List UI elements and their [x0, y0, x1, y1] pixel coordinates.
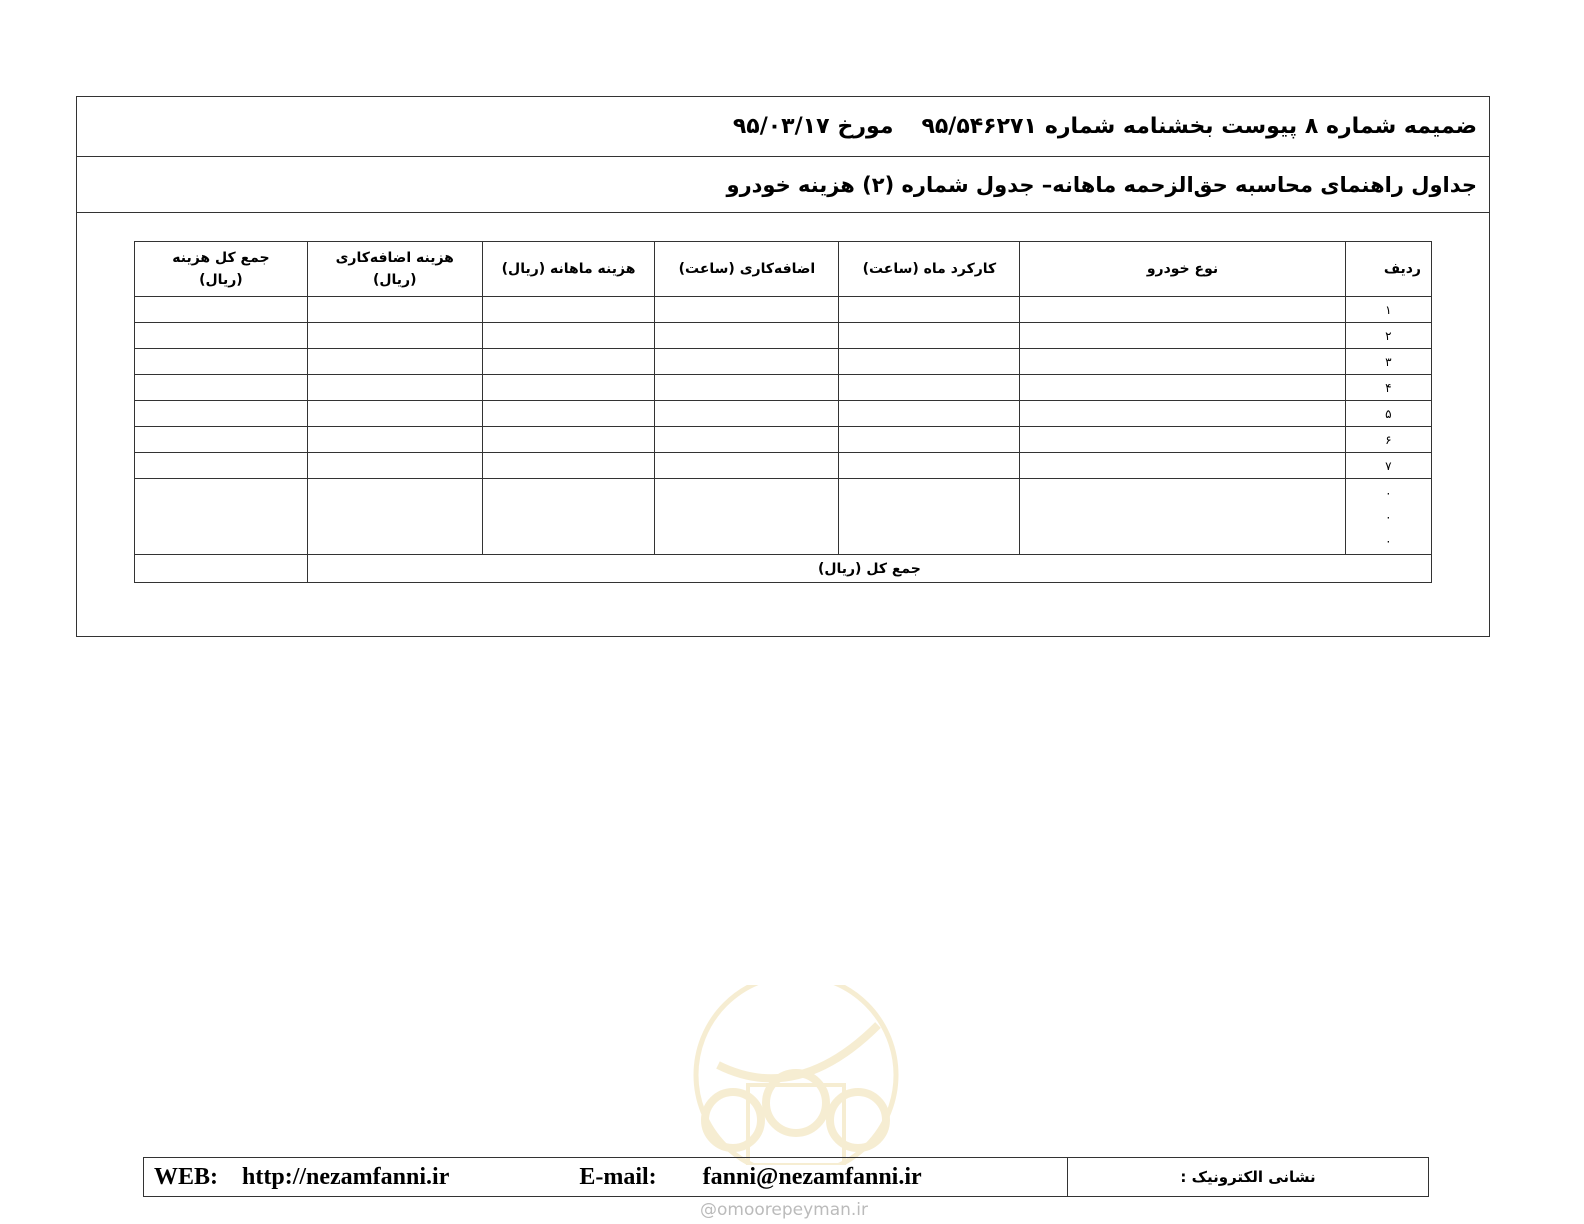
dot: ۰	[1385, 509, 1392, 524]
cell	[839, 375, 1020, 401]
cell	[1020, 323, 1345, 349]
table-row	[135, 427, 1432, 453]
cell	[135, 297, 308, 323]
footer-address	[1068, 1158, 1428, 1196]
table-title: جداول راهنمای محاسبه حق‌الزحمه ماهانه– جدول شماره (۲) هزینه خودرو	[726, 172, 1477, 197]
cell	[655, 323, 839, 349]
col-monthly-cost: هزینه ماهانه (ریال)	[482, 242, 655, 297]
cell	[307, 453, 482, 479]
table-row	[135, 375, 1432, 401]
web-url-link[interactable]: http://nezamfanni.ir	[242, 1163, 450, 1190]
email-link[interactable]: fanni@nezamfanni.ir	[702, 1163, 922, 1190]
row-number: ۷	[1345, 453, 1431, 479]
email-label: E-mail:	[579, 1163, 657, 1190]
cell	[839, 453, 1020, 479]
cell	[655, 349, 839, 375]
col-overtime-cost	[307, 242, 482, 297]
table-header-row	[135, 242, 1432, 297]
cell	[135, 453, 308, 479]
header-line-1	[77, 97, 1489, 157]
col-overtime-cost-line2: (ریال)	[372, 272, 417, 288]
col-total-cost	[135, 242, 308, 297]
cell	[135, 375, 308, 401]
row-number: ۳	[1345, 349, 1431, 375]
cell	[307, 401, 482, 427]
footer-contact	[144, 1158, 1068, 1196]
cell	[655, 297, 839, 323]
col-total-cost-line2: (ریال)	[199, 272, 243, 288]
cell	[1020, 349, 1345, 375]
row-number: ۶	[1345, 427, 1431, 453]
cell	[307, 323, 482, 349]
dot: ۰	[1385, 533, 1392, 548]
date-value: ۹۵/۰۳/۱۷	[732, 114, 830, 139]
cell	[839, 427, 1020, 453]
table-row	[135, 297, 1432, 323]
header-prefix: ضمیمه شماره ۸ پیوست بخشنامه شماره	[1044, 114, 1477, 139]
cell	[482, 427, 655, 453]
cell	[135, 323, 308, 349]
ellipsis-dots	[1345, 479, 1431, 555]
row-number: ۴	[1345, 375, 1431, 401]
cell	[135, 479, 308, 555]
cell	[307, 479, 482, 555]
vehicle-cost-table	[134, 241, 1432, 583]
row-number: ۵	[1345, 401, 1431, 427]
col-overtime-hours: اضافه‌کاری (ساعت)	[655, 242, 839, 297]
cell	[307, 427, 482, 453]
cell	[307, 349, 482, 375]
col-total-cost-line1: جمع کل هزینه	[172, 250, 270, 266]
cell	[482, 453, 655, 479]
dot: ۰	[1385, 485, 1392, 500]
col-vehicle-type: نوع خودرو	[1020, 242, 1345, 297]
cell	[839, 297, 1020, 323]
cell	[482, 479, 655, 555]
cell	[1020, 427, 1345, 453]
total-value-cell	[135, 555, 308, 583]
table-row	[135, 453, 1432, 479]
total-label: جمع کل (ریال)	[307, 555, 1431, 583]
cell	[1020, 297, 1345, 323]
cell	[839, 349, 1020, 375]
table-row	[135, 401, 1432, 427]
row-number: ۲	[1345, 323, 1431, 349]
cell	[655, 427, 839, 453]
cell	[307, 375, 482, 401]
circular-number: ۹۵/۵۴۶۲۷۱	[921, 114, 1037, 139]
cell	[655, 401, 839, 427]
cell	[1020, 375, 1345, 401]
cell	[1020, 453, 1345, 479]
web-label: WEB:	[154, 1163, 219, 1190]
table-row	[135, 323, 1432, 349]
cell	[482, 323, 655, 349]
table-total-row	[135, 555, 1432, 583]
cell	[135, 401, 308, 427]
cell	[655, 375, 839, 401]
col-row: ردیف	[1345, 242, 1431, 297]
header-line-2	[77, 157, 1489, 213]
table-row-ellipsis	[135, 479, 1432, 555]
cell	[482, 297, 655, 323]
table-row	[135, 349, 1432, 375]
address-label: نشانی الکترونیک :	[1180, 1168, 1316, 1186]
cell	[482, 349, 655, 375]
cell	[839, 401, 1020, 427]
cell	[1020, 401, 1345, 427]
cell	[482, 401, 655, 427]
row-number: ۱	[1345, 297, 1431, 323]
col-monthly-hours: کارکرد ماه (ساعت)	[839, 242, 1020, 297]
footer	[143, 1157, 1429, 1197]
omoorepeyman-logo-watermark-icon	[688, 985, 904, 1165]
cell	[655, 453, 839, 479]
cell	[655, 479, 839, 555]
cell	[839, 323, 1020, 349]
col-overtime-cost-line1: هزینه اضافه‌کاری	[335, 250, 454, 266]
cell	[135, 349, 308, 375]
date-label: مورخ	[837, 114, 894, 139]
watermark-site: @omoorepeyman.ir	[700, 1200, 869, 1220]
cell	[839, 479, 1020, 555]
cell	[307, 297, 482, 323]
cell	[482, 375, 655, 401]
cell	[1020, 479, 1345, 555]
cell	[135, 427, 308, 453]
